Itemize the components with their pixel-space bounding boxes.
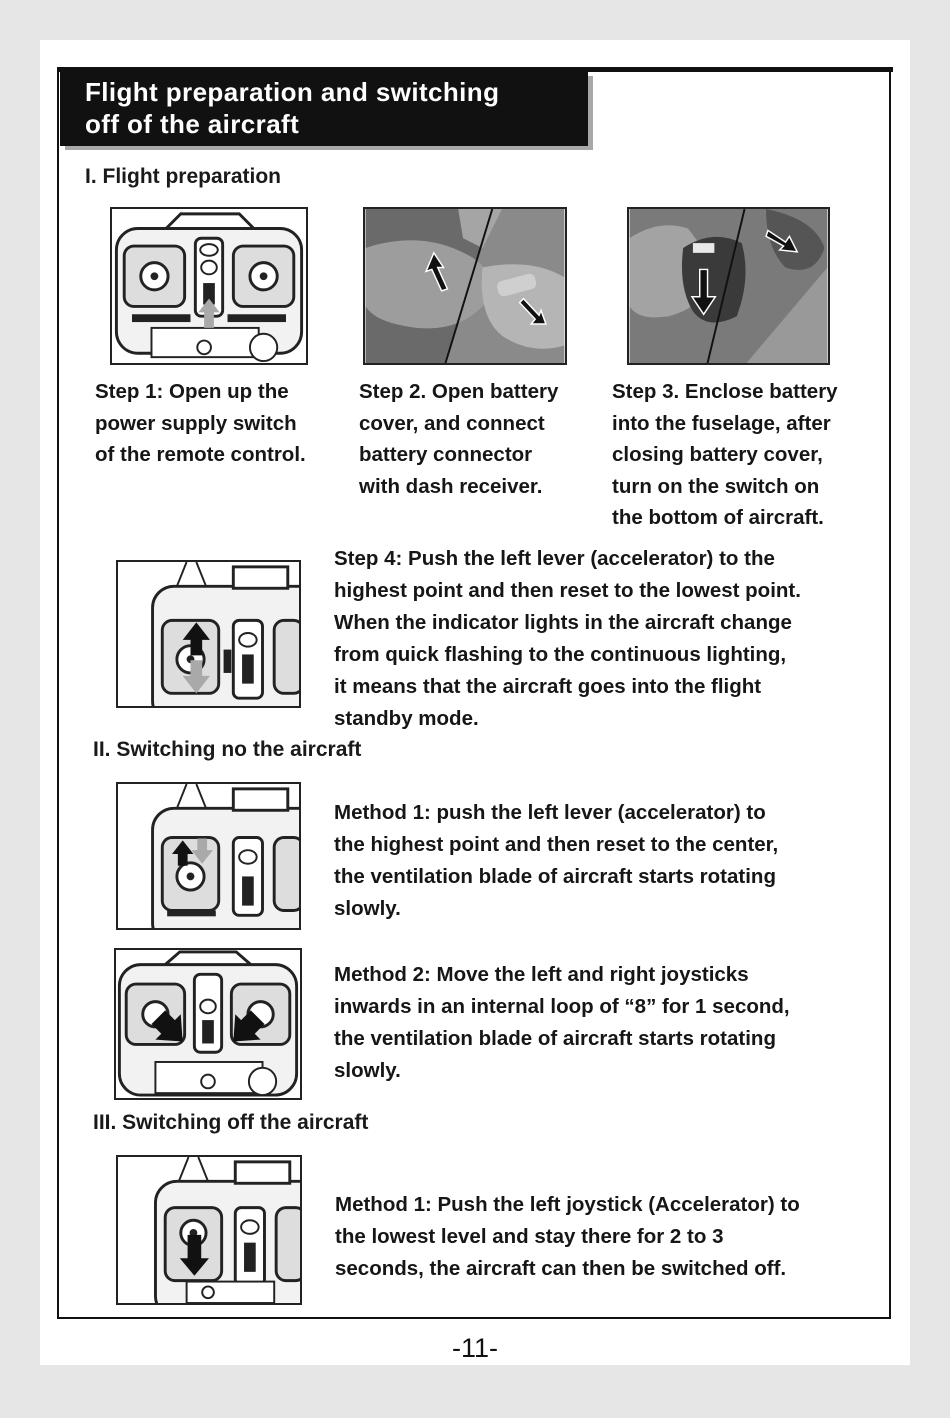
step2-line-3: battery connector [359,443,533,466]
joysticks-inward-icon [116,950,300,1098]
step3-line-3: closing battery cover, [612,443,823,466]
battery-enclose-photo-icon [629,209,828,363]
remote-power-switch-icon [112,209,306,363]
step2-text [359,376,558,502]
step1-line-1: Step 1: Open up the [95,380,289,403]
battery-connect-photo-icon [365,209,565,363]
step4-line-4: from quick flashing to the continuous lighting, [334,643,787,666]
on-method1-line-1: Method 1: push the left lever (accelerator) to [334,801,766,824]
step2-line-1: Step 2. Open battery [359,380,559,403]
title-line-2: off of the aircraft [85,109,300,139]
switch-off-method1-image [116,1155,302,1305]
switch-off-method1-text [335,1189,800,1285]
step4-text [334,543,801,735]
step4-line-5: it means that the aircraft goes into the flight [334,675,762,698]
step3-line-5: the bottom of aircraft. [612,506,824,529]
step4-line-2: highest point and then reset to the lowest point. [334,579,801,602]
switch-on-method2-image [114,948,302,1100]
off-method1-line-2: the lowest level and stay there for 2 to 3 [335,1225,724,1248]
title-line-1: Flight preparation and switching [85,77,500,107]
switch-on-method1-image [116,782,301,930]
step3-line-4: turn on the switch on [612,474,820,498]
step4-line-1: Step 4: Push the left lever (accelerator) to the [334,547,775,570]
step2-battery-connect-image [363,207,567,365]
step4-line-6: standby mode. [334,707,479,730]
step3-battery-enclose-image [627,207,830,365]
step2-line-2: cover, and connect [359,411,545,435]
on-method2-line-4: slowly. [334,1059,401,1082]
left-lever-down-icon [118,1157,300,1303]
section-heading-switching-on: II. Switching no the aircraft [93,738,362,761]
switch-on-method1-text [334,797,778,925]
step2-line-4: with dash receiver. [359,474,543,498]
on-method2-line-1: Method 2: Move the left and right joysticks [334,963,749,986]
on-method1-line-4: slowly. [334,897,401,920]
step3-text [612,376,838,534]
off-method1-line-1: Method 1: Push the left joystick (Accelerator) to [335,1193,800,1216]
step1-line-2: power supply switch [95,411,297,435]
step1-line-3: of the remote control. [95,443,306,466]
off-method1-line-3: seconds, the aircraft can then be switched off. [335,1257,787,1280]
switch-on-method2-text [334,959,790,1087]
on-method1-line-3: the ventilation blade of aircraft starts rotating [334,865,776,888]
section-heading-flight-preparation: I. Flight preparation [85,165,282,188]
title-banner [60,72,588,146]
step1-text [95,376,306,471]
step1-remote-image [110,207,308,365]
step4-remote-image [116,560,301,708]
page-number: -11- [451,1333,498,1363]
left-lever-up-center-icon [118,784,299,928]
on-method1-line-2: the highest point and then reset to the center, [334,833,779,856]
on-method2-line-2: inwards in an internal loop of “8” for 1 second, [334,995,790,1018]
left-lever-up-down-icon [118,562,299,706]
section-heading-switching-off: III. Switching off the aircraft [93,1111,369,1134]
step4-line-3: When the indicator lights in the aircraft change [334,611,792,634]
step3-line-1: Step 3. Enclose battery [612,380,838,403]
step3-line-2: into the fuselage, after [612,411,831,435]
on-method2-line-3: the ventilation blade of aircraft starts rotating [334,1027,776,1050]
